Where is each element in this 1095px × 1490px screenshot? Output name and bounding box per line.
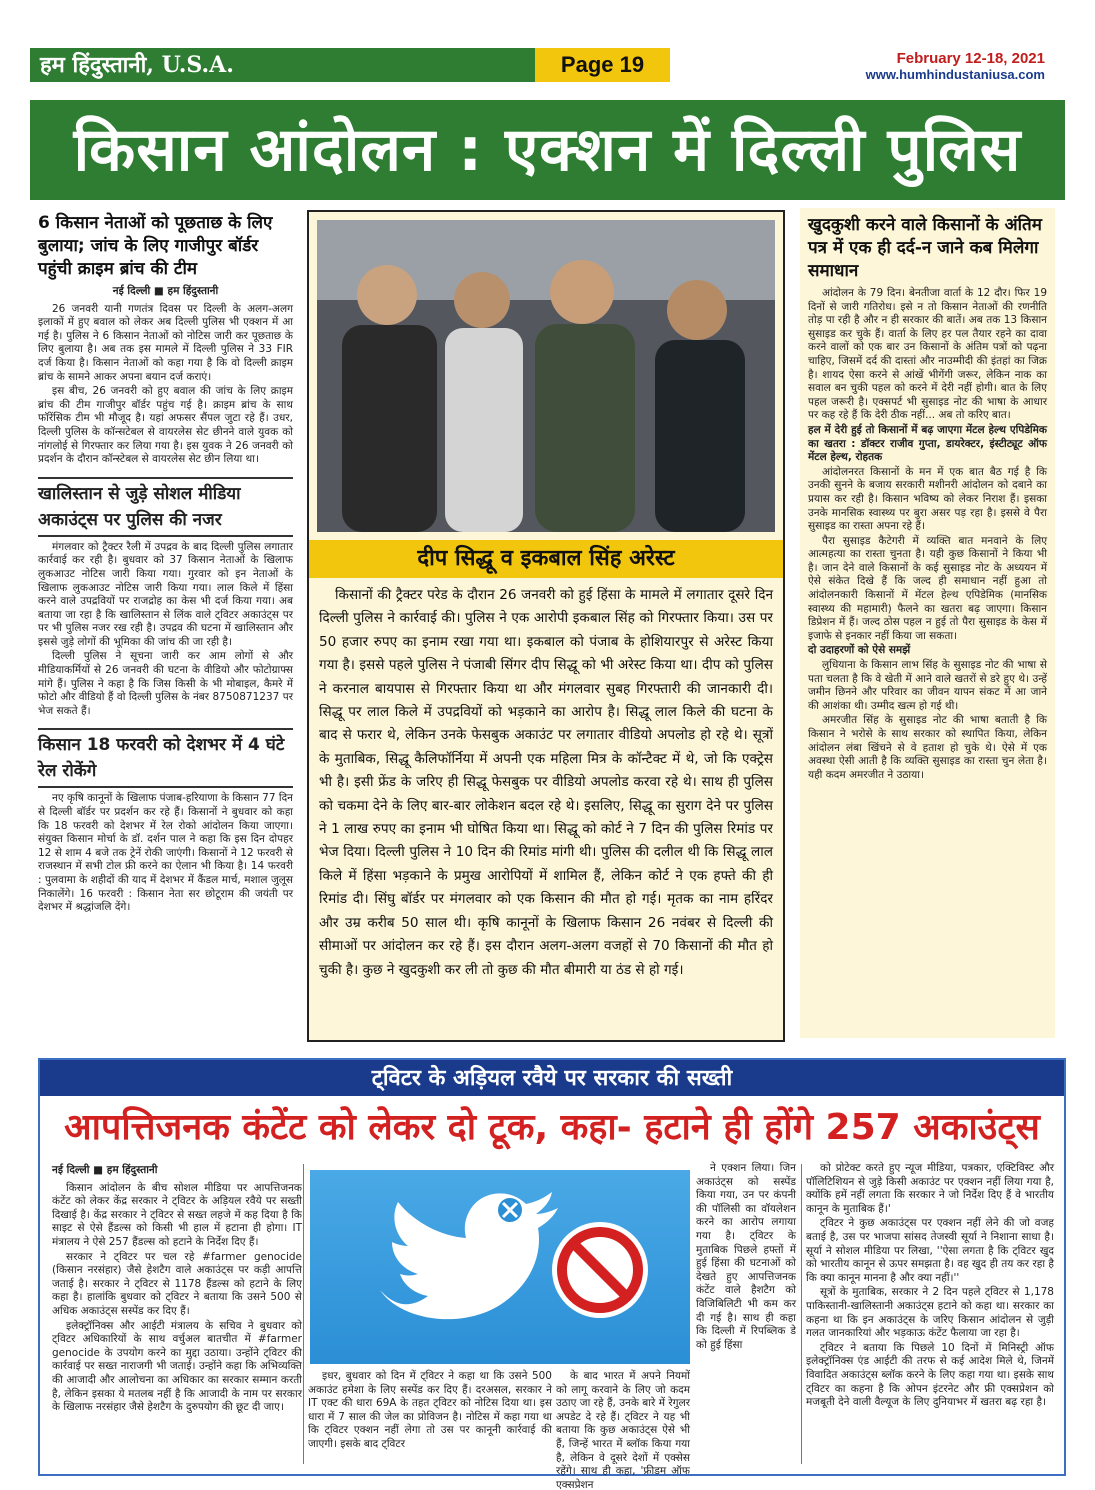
page-number: Page 19	[535, 48, 670, 82]
right-paragraph-5: दो उदाहरणों को ऐसे समझें	[808, 644, 911, 657]
twitter-column-4	[806, 1162, 1054, 1411]
twitter-col2a-paragraph: इधर, बुधवार को दिन में ट्विटर ने कहा था कि उसने 500 अकाउंट हमेशा के लिए सस्पेंड कर दिए हैं। दरअसल, सरकार ने IT एक्ट की धारा 69A के तहत ट्विटर को नोटिस दिया था। इस धारा में 7 साल की जेल का प्रोविजन है। नोटिस में कहा गया था कि ट्विटर एक्शन नहीं लेगा तो उस पर कानूनी कार्रवाई की जाएगी। इसके बाद ट्विटर	[308, 1370, 552, 1450]
arrest-photo-illustration	[317, 220, 775, 532]
right-paragraph-4: पैरा सुसाइड कैटेगरी में व्यक्ति बात मनवाने के लिए आत्महत्या का रास्ता चुनता है। यही कुछ किसानों ने किया भी है। जान देने वाले किसानों के कई सुसाइड नोट के अध्ययन में ऐसे संकेत दिखे हैं कि जल्द ही समाधान नहीं हुआ तो आंदोलनकारी किसानों में मेंटल हेल्थ एपिडेमिक (मानसिक स्वास्थ्य की महामारी) फैलने का खतरा बढ़ जाएगा। किसान डिप्रेशन में हैं। जल्द ठोस पहल न हुई तो पैरा सुसाइड के केस में इजाफे से इनकार नहीं किया जा सकता।	[808, 534, 1047, 642]
twitter-column-2a	[308, 1370, 552, 1453]
twitter-article	[38, 1058, 1066, 1490]
photo-caption: दीप सिद्धू व इकबाल सिंह अरेस्ट	[309, 540, 783, 578]
left-subhead-khalistan: खालिस्तान से जुड़े सोशल मीडिया अकाउंट्स पर पुलिस की नजर	[38, 477, 293, 537]
main-headline: किसान आंदोलन : एक्शन में दिल्ली पुलिस	[30, 100, 1065, 200]
left-paragraph-5: नए कृषि कानूनों के खिलाफ पंजाब-हरियाणा के किसान 77 दिन से दिल्ली बॉर्डर पर प्रदर्शन कर रहे हैं। किसानों ने बुधवार को कहा कि 18 फरवरी को देशभर में रेल रोको आंदोलन किया जाएगा। संयुक्त किसान मोर्चा के डॉ. दर्शन पाल ने कहा कि इस दिन दोपहर 12 से शाम 4 बजे तक ट्रेनें रोकी जाएंगी। किसानों ने 12 फरवरी से राजस्थान में सभी टोल फ्री करने का ऐलान भी किया है। 14 फरवरी : पुलवामा के शहीदों की याद में देशभर में कैंडल मार्च, मशाल जुलूस निकालेंगे। 16 फरवरी : किसान नेता सर छोटूराम की जयंती पर देशभर में श्रद्धांजलि देंगे।	[38, 792, 293, 914]
issue-date: February 12-18, 2021	[896, 50, 1045, 67]
twitter-col4-paragraph-2: ट्विटर ने कुछ अकाउंट्स पर एक्शन नहीं लेने की जो वजह बताई है, उस पर भाजपा सांसद तेजस्वी सूर्या ने निशाना साधा है। सूर्या ने सोशल मीडिया पर लिखा, ''ऐसा लगता है कि ट्विटर खुद को भारतीय कानून से ऊपर समझता है। वह खुद ही तय कर रहा है कि क्या कानून मानना है और क्या नहीं।''	[806, 1217, 1054, 1284]
twitter-headline: आपत्तिजनक कंटेंट को लेकर दो टूक, कहा- हटाने ही होंगे 257 अकाउंट्स	[64, 1107, 1040, 1148]
prohibited-icon	[552, 1222, 648, 1318]
left-paragraph-3: मंगलवार को ट्रैक्टर रैली में उपद्रव के बाद दिल्ली पुलिस लगातार कार्रवाई कर रही है। बुधवार को 37 किसान नेताओं के खिलाफ लुकआउट नोटिस जारी किया गया। गुरवार को इन नेताओं के खिलाफ लुकआउट नोटिस जारी किया गया। लाल किले में हिंसा करने वाले उपद्रवियों पर राजद्रोह का केस भी दर्ज किया गया। अब बताया जा रहा है कि खालिस्तान से लिंक वाले ट्विटर अकाउंट्स पर पर भी पुलिस नजर रख रही है। उपद्रव की घटना में खालिस्तान और इससे जुड़े लोगों की भूमिका की जांच की जा रही है।	[38, 540, 293, 648]
twitter-column-3	[696, 1162, 796, 1353]
twitter-dateline: नई दिल्ली ■ हम हिंदुस्तानी	[52, 1164, 158, 1176]
twitter-graphic	[310, 1170, 690, 1364]
masthead	[0, 0, 1095, 100]
left-article-title: 6 किसान नेताओं को पूछताछ के लिए बुलाया; जांच के लिए गाजीपुर बॉर्डर पहुंची क्राइम ब्रांच की टीम	[38, 213, 273, 279]
arrest-photo	[317, 220, 775, 532]
twitter-col4-paragraph-4: ट्विटर ने बताया कि पिछले 10 दिनों में मिनिस्ट्री ऑफ इलेक्ट्रॉनिक्स एंड आईटी की तरफ से कई आदेश मिले थे, जिनमें विवादित अकाउंट्स ब्लॉक करने के लिए कहा गया था। इसके साथ ट्विटर का कहना है कि ओपन इंटरनेट और फ्री एक्सप्रेशन को मजबूती देने वाली वैल्यूज के लिए दुनियाभर में खतरा बढ़ रहा है।	[806, 1341, 1054, 1409]
column-divider	[303, 1164, 304, 1464]
twitter-col4-paragraph-1: को प्रोटेक्ट करते हुए न्यूज मीडिया, पत्रकार, एक्टिविस्ट और पॉलिटिशियन से जुड़े किसी अकाउंट पर एक्शन नहीं लिया गया है, क्योंकि हमें नहीं लगता कि सरकार ने जो निर्देश दिए हैं वे भारतीय कानून के मुताबिक हैं।'	[806, 1162, 1054, 1215]
right-article-title: खुदकुशी करने वाले किसानों के अंतिम पत्र में एक ही दर्द-न जाने कब मिलेगा समाधान	[808, 215, 1042, 281]
right-article	[800, 208, 1055, 1038]
center-paragraph: किसानों की ट्रैक्टर परेड के दौरान 26 जनवरी को हुई हिंसा के मामले में लगातार दूसरे दिन दिल्ली पुलिस ने कार्रवाई की। पुलिस ने एक आरोपी इकबाल सिंह को गिरफ्तार किया। उस पर 50 हजार रुपए का इनाम रखा गया था। इकबाल को पंजाब के होशियारपुर से अरेस्ट किया गया है। इससे पहले पुलिस ने पंजाबी सिंगर दीप सिद्धू को भी अरेस्ट किया था। दीप को पुलिस ने करनाल बायपास से गिरफ्तार किया था और मंगलवार सुबह गिरफ्तारी की जानकारी दी। सिद्धू पर लाल किले में उपद्रवियों को भड़काने का आरोप है। सिद्धू लाल किले की घटना के बाद से फरार थे, लेकिन उनके फेसबुक अकाउंट पर लगातार वीडियो अपलोड हो रहे थे। सूत्रों के मुताबिक, सिद्धू कैलिफॉर्निया में अपनी एक महिला मित्र के कॉन्टैक्ट में थे, जो कि एक्ट्रेस भी है। इसी फ्रेंड के जरिए ही सिद्धू फेसबुक पर वीडियो अपलोड करवा रहे थे। साथ ही पुलिस को चकमा देने के लिए बार-बार लोकेशन बदल रहे थे। इसलिए, सिद्धू का सुराग देने पर पुलिस ने 1 लाख रुपए का इनाम भी घोषित किया था। सिद्धू को कोर्ट ने 7 दिन की पुलिस रिमांड पर भेज दिया। दिल्ली पुलिस ने 10 दिन की रिमांड मांगी थी। पुलिस की दलील थी कि सिद्धू लाल किले में हिंसा भड़काने के प्रमुख आरोपियों में शामिल हैं, लेकिन कोर्ट ने एक हफ्ते की ही रिमांड दी। सिंघु बॉर्डर पर मंगलवार को एक किसान की मौत हो गई। मृतक का नाम हरिंदर और उम्र करीब 50 साल थी। कृषि कानूनों के खिलाफ किसान 26 नवंबर से दिल्ली की सीमाओं पर आंदोलन कर रहे हैं। इस दौरान अलग-अलग वजहों से 70 किसानों की मौत हो चुकी है। कुछ ने खुदकुशी कर ली तो कुछ की मौत बीमारी या ठंड से हो गई।	[319, 587, 773, 978]
left-paragraph-1: 26 जनवरी यानी गणतंत्र दिवस पर दिल्ली के अलग-अलग इलाकों में हुए बवाल को लेकर अब दिल्ली पुलिस भी एक्शन में आ गई है। पुलिस ने 6 किसान नेताओं को नोटिस जारी कर पूछताछ के लिए बुलाया है। अब तक इस मामले में दिल्ली पुलिस ने 33 FIR दर्ज किया है। किसान नेताओं को कहा गया है कि वो दिल्ली क्राइम ब्रांच के सामने आकर अपना बयान दर्ज कराएं।	[38, 302, 293, 383]
twitter-image	[310, 1170, 690, 1364]
left-subhead-rail: किसान 18 फरवरी को देशभर में 4 घंटे रेल रोकेंगे	[38, 728, 293, 788]
left-article	[38, 212, 293, 1042]
twitter-col2b-paragraph: के बाद भारत में अपने नियमों को लागू करवाने के लिए जो कदम उठाए जा रहे हैं, उनके बारे में रेगुलर अपडेट दे रहे हैं। ट्विटर ने यह भी बताया कि कुछ अकाउंट्स ऐसे भी हैं, जिन्हें भारत में ब्लॉक किया गया है, लेकिन वे दूसरे देशों में एक्सेस रहेंगे। साथ ही कहा, 'फ्रीडम ऑफ एक्सप्रेशन	[556, 1370, 690, 1490]
right-paragraph-6: लुधियाना के किसान लाभ सिंह के सुसाइड नोट की भाषा से पता चलता है कि वे खेती में आने वाले खतरों से डरे हुए थे। उन्हें जमीन छिनने और परिवार का जीवन यापन संकट में आ जाने की आशंका थी। उम्मीद खत्म हो गई थी।	[808, 659, 1047, 712]
column-divider	[801, 1164, 802, 1464]
twitter-col1-paragraph-1: किसान आंदोलन के बीच सोशल मीडिया पर आपत्तिजनक कंटेंट को लेकर केंद्र सरकार ने ट्विटर के अड़ियल रवैये पर सख्ती दिखाई है। केंद्र सरकार ने ट्विटर से सख्त लहजे में कह दिया है कि साइट से ऐसे हैंडल्स को किसी भी हाल में हटाना ही होगा। IT मंत्रालय ने ऐसे 257 हैंडल्स को हटाने के निर्देश दिए हैं।	[52, 1181, 302, 1248]
newspaper-name: हम हिंदुस्तानी, U.S.A.	[40, 52, 234, 78]
twitter-col1-paragraph-2: सरकार ने ट्विटर पर चल रहे #farmer genocide (किसान नरसंहार) जैसे हेशटैग वाले अकाउंट्स पर कड़ी आपत्ति जताई है। सरकार ने ट्विटर से 1178 हैंडल्स को हटाने के लिए कहा है। हालांकि बुधवार को ट्विटर ने बताया कि उसने 500 से अधिक अकाउंट्स सस्पेंड कर दिए हैं।	[52, 1250, 302, 1317]
twitter-bird-icon	[380, 1192, 558, 1319]
right-paragraph-3: आंदोलनरत किसानों के मन में एक बात बैठ गई है कि उनकी सुनने के बजाय सरकारी मशीनरी आंदोलन को दबाने का प्रयास कर रही है। किसान भविष्य को लेकर निराश हैं। इसका उनके मानसिक स्वास्थ्य पर बुरा असर पड़ रहा है। इससे वे पैरा सुसाइड का रास्ता अपना रहे हैं।	[808, 465, 1047, 533]
twitter-column-2b	[556, 1370, 690, 1490]
right-paragraph-7: अमरजीत सिंह के सुसाइड नोट की भाषा बताती है कि किसान ने भरोसे के साथ सरकार को स्थापित किया, लेकिन आंदोलन लंबा खिंचने से वे हताश हो चुके थे। ऐसे में एक अवस्था ऐसी आती है कि व्यक्ति सुसाइड का रास्ता चुन लेता है। यही कदम अमरजीत ने उठाया।	[808, 714, 1047, 781]
center-article-body	[319, 584, 773, 982]
right-paragraph-1: आंदोलन के 79 दिन। बेनतीजा वार्ता के 12 दौर। फिर 19 दिनों से जारी गतिरोध। इसे न तो किसान नेताओं की रणनीति तोड़ पा रही है और न ही सरकार की बातें। अब तक 13 किसान सुसाइड कर चुके हैं। वार्ता के लिए हर पल तैयार रहने का दावा करने वालों को एक बार उन किसानों के अंतिम पत्रों को पढ़ना चाहिए, जिसमें दर्द की दास्तां और नाउम्मीदी की इंतहां का जिक्र है। शायद ऐसा करने से आंखें भीगेंगी जरूर, लेकिन नाक का सवाल बन चुकी पहल को करने में देरी नहीं होगी। बात के लिए पहल जरूरी है। एक्सपर्ट भी सुसाइड नोट की भाषा के आधार पर कह रहे हैं कि देरी ठीक नहीं... अब तो करिए बात।	[808, 287, 1047, 422]
right-paragraph-2: हल में देरी हुई तो किसानों में बढ़ जाएगा मेंटल हेल्थ एपिडेमिक का खतरा : डॉक्टर राजीव गुप्ता, डायरेक्टर, इंस्टीट्यूट ऑफ मेंटल हेल्थ, रोहतक	[808, 423, 1047, 464]
left-paragraph-4: दिल्ली पुलिस ने सूचना जारी कर आम लोगों से और मीडियाकर्मियों से 26 जनवरी की घटना के वीडियो और फोटोग्राफ्स मांगे हैं। पुलिस ने कहा है कि जिस किसी के भी मोबाइल, कैमरे में फोटो और वीडियो हैं वो दिल्ली पुलिस के नंबर 8750871237 पर भेज सकते हैं।	[38, 650, 293, 717]
twitter-column-1	[52, 1162, 302, 1416]
twitter-kicker: ट्विटर के अड़ियल रवैये पर सरकार की सख्ती	[40, 1060, 1064, 1096]
twitter-col1-paragraph-3: इलेक्ट्रॉनिक्स और आईटी मंत्रालय के सचिव ने बुधवार को ट्विटर अधिकारियों के साथ वर्चुअल बातचीत में #farmer genocide के उपयोग करने का मुद्दा उठाया। उन्होंने ट्विटर की कार्रवाई पर सख्त नाराजगी भी जताई। उन्होंने कहा कि अभिव्यक्ति की आजादी और आलोचना का अधिकार का सरकार सम्मान करती है, लेकिन इसका ये मतलब नहीं है कि आजादी के नाम पर सरकार के खिलाफ नरसंहार जैसे हेशटैग के दुरुपयोग की छूट दी जाए।	[52, 1319, 302, 1414]
website-link[interactable]: www.humhindustaniusa.com	[865, 67, 1045, 82]
twitter-col3-paragraph: ने एक्शन लिया। जिन अकाउंट्स को सस्पेंड किया गया, उन पर कंपनी की पॉलिसी का वॉयलेशन करने का आरोप लगाया गया है। ट्विटर के मुताबिक पिछले हफ्तों में हुई हिंसा की घटनाओं को देखते हुए आपत्तिजनक कंटेंट वाले हैशटैग को विजिबिलिटी भी कम कर दी गई है। साथ ही कहा कि दिल्ली में रिपब्लिक डे को हुई हिंसा	[696, 1162, 796, 1351]
left-dateline: नई दिल्ली ■ हम हिंदुस्तानी	[112, 285, 219, 297]
center-article	[307, 210, 785, 1042]
twitter-col4-paragraph-3: सूत्रों के मुताबिक, सरकार ने 2 दिन पहले ट्विटर से 1,178 पाकिस्तानी-खालिस्तानी अकाउंट्स हटाने को कहा था। सरकार का कहना था कि इन अकाउंट्स के जरिए किसान आंदोलन से जुड़ी गलत जानकारियां और भड़काऊ कंटेंट फैलाया जा रहा है।	[806, 1286, 1054, 1340]
left-paragraph-2: इस बीच, 26 जनवरी को हुए बवाल की जांच के लिए क्राइम ब्रांच की टीम गाजीपुर बॉर्डर पहुंच गई है। क्राइम ब्रांच के साथ फॉरेंसिक टीम भी मौजूद है। यहां अफसर सैंपल जुटा रहे हैं। उधर, दिल्ली पुलिस के कॉन्सटेबल से वायरलेस सेट छीनने वाले युवक को नांगलोई से गिरफ्तार कर लिया गया है। इस युवक ने 26 जनवरी को प्रदर्शन के दौरान कॉन्स्टेबल से वायरलेस सेट छीन लिया था।	[38, 385, 293, 466]
